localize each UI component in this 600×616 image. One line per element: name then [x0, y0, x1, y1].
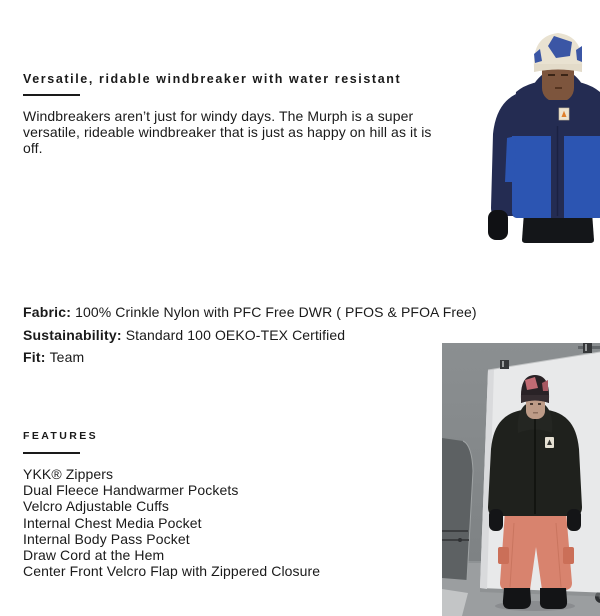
front-model	[488, 33, 600, 243]
jacket-chest-patch	[559, 108, 569, 120]
product-photo-front	[480, 16, 600, 246]
gray-panel	[442, 438, 473, 580]
feature-item: Draw Cord at the Hem	[23, 547, 165, 564]
features-divider	[23, 452, 80, 454]
product-description: Windbreakers aren’t just for windy days. The Murph is a super versatile, rideable windbreaker that is just as happy on hill as it is off.	[23, 108, 432, 156]
spec-row-fabric	[23, 301, 477, 324]
front-photo-illustration	[480, 16, 600, 246]
tagline-divider	[23, 94, 80, 96]
feature-item: YKK® Zippers	[23, 466, 114, 482]
product-tagline: Versatile, ridable windbreaker with water resistant	[23, 72, 402, 87]
studio-photo-illustration	[442, 343, 600, 616]
backdrop-clip-icon	[583, 343, 592, 353]
model-glove	[567, 509, 581, 531]
spec-label: Fabric:	[23, 304, 72, 320]
feature-item: Dual Fleece Handwarmer Pockets	[23, 482, 239, 499]
features-heading: FEATURES	[23, 430, 99, 442]
spec-value: Team	[49, 349, 85, 365]
front-model-beanie	[534, 33, 582, 72]
spec-label: Sustainability:	[23, 326, 122, 343]
spec-value: Standard 100 OEKO-TEX Certified	[125, 326, 346, 343]
feature-item: Internal Body Pass Pocket	[23, 530, 190, 547]
features-list	[23, 466, 320, 579]
jacket-chest-patch	[545, 437, 554, 448]
backdrop-clip-icon	[500, 360, 509, 369]
specs-section	[23, 301, 477, 369]
front-jacket-collar	[538, 100, 578, 126]
spec-value: 100% Crinkle Nylon with PFC Free DWR ( PFOS & PFOA Free)	[75, 304, 477, 320]
spec-label: Fit:	[23, 349, 46, 365]
product-photo-studio	[442, 343, 600, 616]
model-glove	[489, 509, 503, 531]
spec-row-fit	[23, 346, 463, 369]
feature-item: Center Front Velcro Flap with Zippered Closure	[23, 563, 321, 580]
feature-item: Velcro Adjustable Cuffs	[23, 498, 170, 515]
feature-item: Internal Chest Media Pocket	[23, 514, 202, 531]
model-jacket	[488, 403, 582, 531]
spec-row-sustainability	[23, 324, 463, 347]
